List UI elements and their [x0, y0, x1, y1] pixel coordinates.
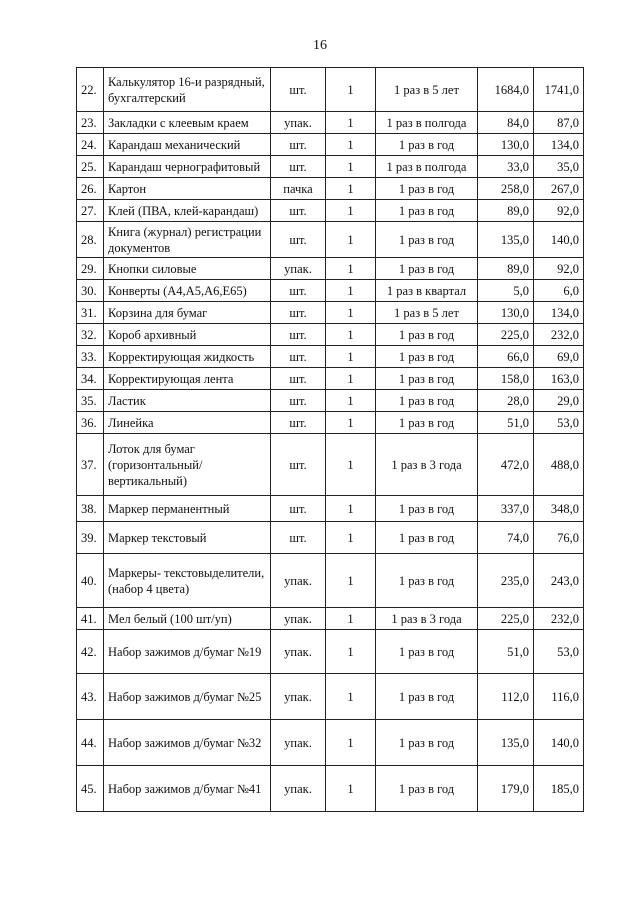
cell-price-1: 89,0: [478, 200, 534, 222]
table-row: [77, 112, 584, 134]
cell-price-1: 130,0: [478, 302, 534, 324]
cell-row-number: 29.: [77, 258, 104, 280]
cell-row-number: 42.: [77, 630, 104, 674]
cell-item-name: Закладки с клеевым краем: [104, 112, 271, 134]
cell-item-name: Клей (ПВА, клей-карандаш): [104, 200, 271, 222]
cell-row-number: 34.: [77, 368, 104, 390]
cell-replacement-period: 1 раз в год: [376, 346, 478, 368]
table-row: [77, 766, 584, 812]
cell-quantity: 1: [326, 674, 376, 720]
cell-quantity: 1: [326, 412, 376, 434]
cell-item-name: Кнопки силовые: [104, 258, 271, 280]
cell-replacement-period: 1 раз в год: [376, 496, 478, 522]
cell-row-number: 35.: [77, 390, 104, 412]
cell-quantity: 1: [326, 720, 376, 766]
table-row: [77, 554, 584, 608]
cell-item-name: Маркер текстовый: [104, 522, 271, 554]
cell-quantity: 1: [326, 522, 376, 554]
cell-quantity: 1: [326, 134, 376, 156]
cell-item-name: Набор зажимов д/бумаг №41: [104, 766, 271, 812]
cell-price-1: 74,0: [478, 522, 534, 554]
cell-quantity: 1: [326, 112, 376, 134]
cell-item-name: Калькулятор 16-и разрядный, бухгалтерский: [104, 68, 271, 112]
cell-replacement-period: 1 раз в год: [376, 766, 478, 812]
cell-replacement-period: 1 раз в год: [376, 222, 478, 258]
cell-price-2: 92,0: [534, 200, 584, 222]
table-row: [77, 630, 584, 674]
cell-row-number: 41.: [77, 608, 104, 630]
cell-price-1: 51,0: [478, 412, 534, 434]
cell-quantity: 1: [326, 222, 376, 258]
table-row: [77, 156, 584, 178]
cell-price-2: 163,0: [534, 368, 584, 390]
cell-quantity: 1: [326, 302, 376, 324]
table-body: [77, 68, 584, 812]
cell-replacement-period: 1 раз в год: [376, 554, 478, 608]
cell-price-2: 76,0: [534, 522, 584, 554]
table-row: [77, 324, 584, 346]
cell-replacement-period: 1 раз в год: [376, 390, 478, 412]
cell-replacement-period: 1 раз в год: [376, 368, 478, 390]
cell-price-1: 84,0: [478, 112, 534, 134]
cell-quantity: 1: [326, 258, 376, 280]
cell-item-name: Лоток для бумаг (горизонтальный/ вертикальный): [104, 434, 271, 496]
cell-unit: шт.: [271, 302, 326, 324]
cell-item-name: Корректирующая лента: [104, 368, 271, 390]
cell-price-2: 232,0: [534, 608, 584, 630]
table-row: [77, 200, 584, 222]
cell-price-2: 35,0: [534, 156, 584, 178]
cell-item-name: Линейка: [104, 412, 271, 434]
cell-price-1: 89,0: [478, 258, 534, 280]
cell-price-1: 225,0: [478, 608, 534, 630]
cell-price-1: 135,0: [478, 222, 534, 258]
cell-item-name: Набор зажимов д/бумаг №32: [104, 720, 271, 766]
cell-quantity: 1: [326, 68, 376, 112]
table-row: [77, 280, 584, 302]
cell-item-name: Картон: [104, 178, 271, 200]
cell-unit: шт.: [271, 280, 326, 302]
cell-item-name: Книга (журнал) регистрации документов: [104, 222, 271, 258]
cell-unit: шт.: [271, 522, 326, 554]
cell-replacement-period: 1 раз в квартал: [376, 280, 478, 302]
cell-row-number: 36.: [77, 412, 104, 434]
cell-quantity: 1: [326, 554, 376, 608]
cell-price-1: 28,0: [478, 390, 534, 412]
cell-price-1: 1684,0: [478, 68, 534, 112]
cell-unit: шт.: [271, 434, 326, 496]
table-row: [77, 522, 584, 554]
cell-unit: упак.: [271, 766, 326, 812]
cell-replacement-period: 1 раз в год: [376, 134, 478, 156]
cell-item-name: Маркер перманентный: [104, 496, 271, 522]
cell-item-name: Карандаш механический: [104, 134, 271, 156]
cell-replacement-period: 1 раз в год: [376, 674, 478, 720]
cell-row-number: 30.: [77, 280, 104, 302]
cell-replacement-period: 1 раз в год: [376, 720, 478, 766]
cell-price-2: 140,0: [534, 720, 584, 766]
page-number: 16: [313, 38, 327, 53]
cell-replacement-period: 1 раз в 5 лет: [376, 302, 478, 324]
cell-price-1: 5,0: [478, 280, 534, 302]
cell-item-name: Карандаш чернографитовый: [104, 156, 271, 178]
cell-quantity: 1: [326, 346, 376, 368]
cell-price-1: 51,0: [478, 630, 534, 674]
cell-price-2: 87,0: [534, 112, 584, 134]
cell-replacement-period: 1 раз в год: [376, 200, 478, 222]
cell-row-number: 37.: [77, 434, 104, 496]
cell-unit: шт.: [271, 134, 326, 156]
cell-price-2: 140,0: [534, 222, 584, 258]
cell-unit: упак.: [271, 608, 326, 630]
table-row: [77, 674, 584, 720]
cell-price-2: 6,0: [534, 280, 584, 302]
cell-unit: шт.: [271, 324, 326, 346]
cell-quantity: 1: [326, 434, 376, 496]
table-row: [77, 720, 584, 766]
cell-quantity: 1: [326, 368, 376, 390]
cell-price-2: 488,0: [534, 434, 584, 496]
cell-unit: шт.: [271, 412, 326, 434]
cell-row-number: 23.: [77, 112, 104, 134]
table-row: [77, 434, 584, 496]
cell-replacement-period: 1 раз в 3 года: [376, 608, 478, 630]
cell-row-number: 45.: [77, 766, 104, 812]
cell-replacement-period: 1 раз в 3 года: [376, 434, 478, 496]
cell-replacement-period: 1 раз в полгода: [376, 156, 478, 178]
cell-quantity: 1: [326, 390, 376, 412]
cell-price-2: 267,0: [534, 178, 584, 200]
cell-unit: упак.: [271, 554, 326, 608]
cell-price-2: 185,0: [534, 766, 584, 812]
table-row: [77, 178, 584, 200]
cell-price-2: 69,0: [534, 346, 584, 368]
cell-row-number: 28.: [77, 222, 104, 258]
table-row: [77, 134, 584, 156]
cell-price-2: 243,0: [534, 554, 584, 608]
cell-replacement-period: 1 раз в год: [376, 522, 478, 554]
cell-quantity: 1: [326, 324, 376, 346]
table-row: [77, 496, 584, 522]
table-row: [77, 390, 584, 412]
cell-unit: упак.: [271, 258, 326, 280]
cell-item-name: Ластик: [104, 390, 271, 412]
cell-price-2: 134,0: [534, 134, 584, 156]
table-row: [77, 368, 584, 390]
cell-row-number: 26.: [77, 178, 104, 200]
cell-price-1: 472,0: [478, 434, 534, 496]
cell-quantity: 1: [326, 496, 376, 522]
cell-price-1: 337,0: [478, 496, 534, 522]
cell-unit: упак.: [271, 112, 326, 134]
cell-price-1: 66,0: [478, 346, 534, 368]
table-row: [77, 68, 584, 112]
cell-row-number: 33.: [77, 346, 104, 368]
supplies-table: [76, 67, 584, 812]
table-row: [77, 412, 584, 434]
cell-row-number: 31.: [77, 302, 104, 324]
cell-price-2: 53,0: [534, 412, 584, 434]
table-row: [77, 346, 584, 368]
cell-price-2: 1741,0: [534, 68, 584, 112]
cell-replacement-period: 1 раз в год: [376, 258, 478, 280]
cell-item-name: Корректирующая жидкость: [104, 346, 271, 368]
cell-item-name: Мел белый (100 шт/уп): [104, 608, 271, 630]
cell-row-number: 44.: [77, 720, 104, 766]
cell-row-number: 22.: [77, 68, 104, 112]
table-row: [77, 222, 584, 258]
cell-price-2: 116,0: [534, 674, 584, 720]
cell-unit: шт.: [271, 68, 326, 112]
cell-unit: шт.: [271, 368, 326, 390]
cell-unit: шт.: [271, 200, 326, 222]
cell-row-number: 38.: [77, 496, 104, 522]
cell-replacement-period: 1 раз в год: [376, 324, 478, 346]
cell-price-2: 348,0: [534, 496, 584, 522]
cell-price-1: 158,0: [478, 368, 534, 390]
cell-unit: упак.: [271, 720, 326, 766]
cell-price-1: 33,0: [478, 156, 534, 178]
cell-unit: пачка: [271, 178, 326, 200]
cell-item-name: Корзина для бумаг: [104, 302, 271, 324]
cell-row-number: 27.: [77, 200, 104, 222]
cell-row-number: 25.: [77, 156, 104, 178]
cell-replacement-period: 1 раз в год: [376, 412, 478, 434]
cell-unit: шт.: [271, 222, 326, 258]
cell-unit: упак.: [271, 674, 326, 720]
cell-price-1: 112,0: [478, 674, 534, 720]
cell-item-name: Набор зажимов д/бумаг №19: [104, 630, 271, 674]
cell-unit: шт.: [271, 390, 326, 412]
cell-price-2: 29,0: [534, 390, 584, 412]
cell-row-number: 40.: [77, 554, 104, 608]
cell-unit: шт.: [271, 156, 326, 178]
cell-item-name: Короб архивный: [104, 324, 271, 346]
cell-quantity: 1: [326, 200, 376, 222]
table-row: [77, 258, 584, 280]
cell-replacement-period: 1 раз в год: [376, 630, 478, 674]
cell-price-2: 134,0: [534, 302, 584, 324]
cell-quantity: 1: [326, 608, 376, 630]
cell-row-number: 43.: [77, 674, 104, 720]
cell-item-name: Конверты (А4,А5,А6,Е65): [104, 280, 271, 302]
cell-quantity: 1: [326, 156, 376, 178]
cell-unit: упак.: [271, 630, 326, 674]
cell-unit: шт.: [271, 496, 326, 522]
table-row: [77, 302, 584, 324]
cell-price-2: 232,0: [534, 324, 584, 346]
cell-price-1: 235,0: [478, 554, 534, 608]
cell-price-1: 225,0: [478, 324, 534, 346]
cell-replacement-period: 1 раз в 5 лет: [376, 68, 478, 112]
cell-quantity: 1: [326, 280, 376, 302]
table-row: [77, 608, 584, 630]
cell-row-number: 24.: [77, 134, 104, 156]
cell-quantity: 1: [326, 178, 376, 200]
cell-price-1: 130,0: [478, 134, 534, 156]
cell-price-1: 258,0: [478, 178, 534, 200]
cell-item-name: Маркеры- текстовыделители, (набор 4 цвета): [104, 554, 271, 608]
cell-row-number: 39.: [77, 522, 104, 554]
cell-replacement-period: 1 раз в полгода: [376, 112, 478, 134]
cell-row-number: 32.: [77, 324, 104, 346]
cell-item-name: Набор зажимов д/бумаг №25: [104, 674, 271, 720]
cell-price-2: 92,0: [534, 258, 584, 280]
cell-price-2: 53,0: [534, 630, 584, 674]
cell-quantity: 1: [326, 630, 376, 674]
cell-quantity: 1: [326, 766, 376, 812]
cell-price-1: 179,0: [478, 766, 534, 812]
cell-price-1: 135,0: [478, 720, 534, 766]
cell-replacement-period: 1 раз в год: [376, 178, 478, 200]
cell-unit: шт.: [271, 346, 326, 368]
